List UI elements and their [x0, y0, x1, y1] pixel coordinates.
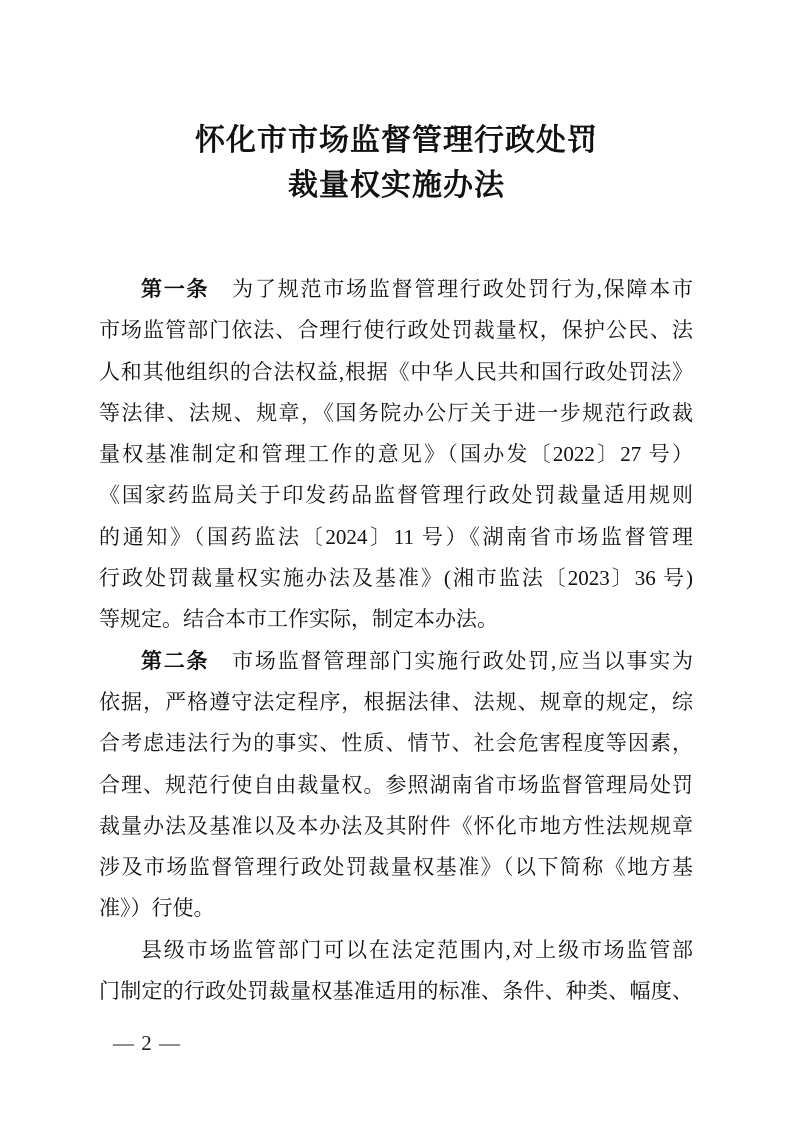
body-line: 等法律、法规、规章，《国务院办公厅关于进一步规范行政裁 [99, 400, 693, 425]
body-line: 市场监管部门依法、合理行使行政处罚裁量权，保护公民、法 [99, 318, 693, 343]
body-line: 依据，严格遵守法定程序，根据法律、法规、规章的规定，综 [99, 689, 693, 714]
body-line: 第一条 为了规范市场监督管理行政处罚行为,保障本市 [141, 277, 693, 301]
body-line: 准》）行使。 [99, 896, 215, 921]
document-title-line-1: 怀化市市场监督管理行政处罚 [195, 124, 598, 157]
body-line: 行政处罚裁量权实施办法及基准》(湘市监法〔2023〕36 号) [99, 566, 693, 591]
paragraph [99, 269, 693, 641]
document-title [0, 118, 793, 208]
body-line: 涉及市场监督管理行政处罚裁量权基准》（以下简称《地方基 [99, 855, 693, 880]
article-number: 第一条 [141, 277, 210, 301]
body-line: 县级市场监管部门可以在法定范围内,对上级市场监管部 [141, 937, 693, 962]
body-line: 人和其他组织的合法权益,根据《中华人民共和国行政处罚法》 [99, 359, 693, 384]
body-line: 量权基准制定和管理工作的意见》（国办发〔2022〕27 号） [99, 442, 693, 467]
body-line: 合理、规范行使自由裁量权。参照湖南省市场监督管理局处罚 [99, 772, 693, 797]
body-line: 裁量办法及基准以及本办法及其附件《怀化市地方性法规规章 [99, 813, 693, 838]
page-number: — 2 — [113, 1031, 181, 1055]
body-line: 《国家药监局关于印发药品监督管理行政处罚裁量适用规则 [99, 483, 693, 508]
body-line: 第二条 市场监督管理部门实施行政处罚,应当以事实为 [141, 648, 693, 673]
document-body [99, 269, 693, 1012]
paragraph [99, 930, 693, 1013]
body-line: 合考虑违法行为的事实、性质、情节、社会危害程度等因素， [99, 731, 693, 756]
document-title-line-2: 裁量权实施办法 [288, 169, 505, 202]
paragraph [99, 641, 693, 930]
body-line: 的通知》（国药监法〔2024〕11 号）《湖南省市场监督管理 [99, 524, 693, 549]
article-number: 第二条 [141, 648, 210, 673]
body-line: 门制定的行政处罚裁量权基准适用的标准、条件、种类、幅度、 [99, 979, 693, 1004]
body-line: 等规定。结合本市工作实际，制定本办法。 [99, 607, 498, 632]
